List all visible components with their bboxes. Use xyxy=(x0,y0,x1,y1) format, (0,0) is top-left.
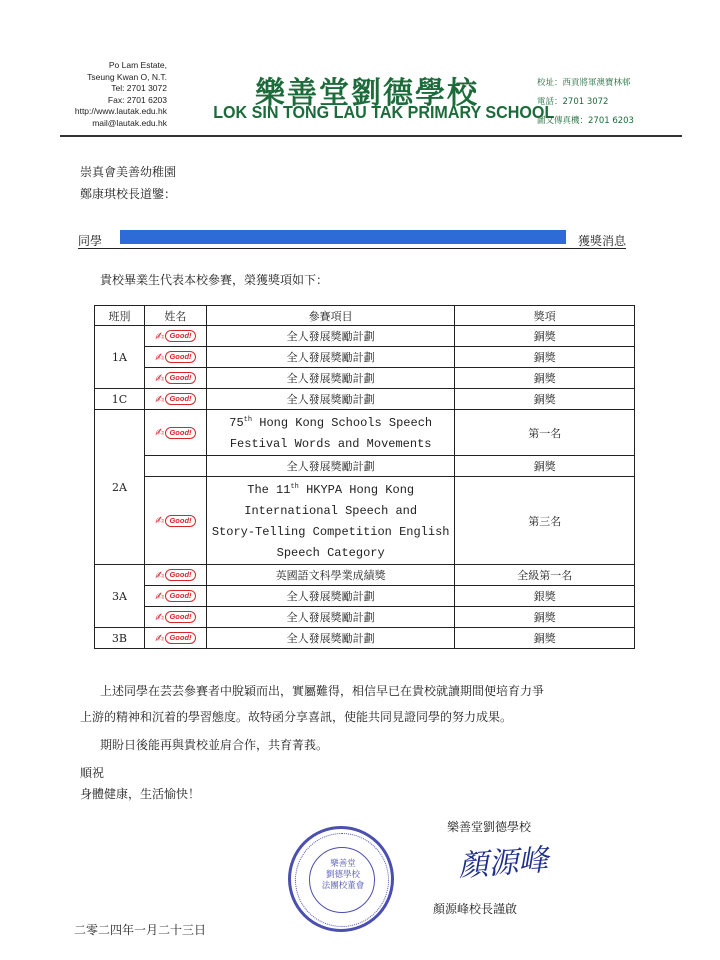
class-cell: 3B xyxy=(95,628,145,649)
letterhead-divider xyxy=(60,135,682,137)
good-sticker-icon: ✍ Good! xyxy=(146,610,204,625)
subject-prefix: 同學 xyxy=(78,234,103,248)
header-event: 參賽項目 xyxy=(206,306,455,326)
table-row xyxy=(95,410,635,456)
event-cell: 全人發展獎勵計劃 xyxy=(206,586,455,607)
table-row xyxy=(95,607,635,628)
good-sticker-icon: ✍ Good! xyxy=(146,513,204,528)
school-name-english: LOK SIN TONG LAU TAK PRIMARY SCHOOL xyxy=(213,102,555,122)
event-cell: The 11th HKYPA Hong Kong International Speech and Story-Telling Competition English Speech Category xyxy=(206,477,455,565)
good-sticker-icon: ✍ Good! xyxy=(146,425,204,440)
event-cell: 全人發展獎勵計劃 xyxy=(206,326,455,347)
redacted-student-names xyxy=(120,230,566,244)
good-sticker-icon: ✍ Good! xyxy=(146,568,204,583)
event-cell: 全人發展獎勵計劃 xyxy=(206,628,455,649)
good-sticker-icon: ✍ Good! xyxy=(146,631,204,646)
table-row xyxy=(95,368,635,389)
award-cell: 銅獎 xyxy=(455,456,635,477)
award-cell: 全級第一名 xyxy=(455,565,635,586)
school-seal-stamp: 樂善堂 劉德學校 法團校董會 xyxy=(288,826,394,932)
name-cell xyxy=(144,565,206,586)
fax-line: Fax: 2701 6203 xyxy=(107,94,167,105)
event-cell: 全人發展獎勵計劃 xyxy=(206,347,455,368)
contact-address: 校址：西貢將軍澳寶林邨 xyxy=(537,78,631,88)
good-sticker-icon: ✍ Good! xyxy=(146,392,204,407)
award-cell: 銅獎 xyxy=(455,347,635,368)
recipient-school: 崇真會美善幼稚園 xyxy=(80,165,177,179)
class-cell: 3A xyxy=(95,565,145,628)
event-cell: 全人發展獎勵計劃 xyxy=(206,389,455,410)
good-sticker-icon: ✍ Good! xyxy=(146,589,204,604)
name-cell xyxy=(144,586,206,607)
school-contact-block xyxy=(537,74,634,131)
table-row xyxy=(95,347,635,368)
award-cell: 第三名 xyxy=(455,477,635,565)
subject-suffix: 獲獎消息 xyxy=(577,234,626,248)
name-cell xyxy=(144,389,206,410)
award-cell: 銅獎 xyxy=(455,607,635,628)
closing-wish: 身體健康，生活愉快！ xyxy=(80,787,201,801)
name-cell xyxy=(144,410,206,456)
letter-date: 二零二四年一月二十三日 xyxy=(74,923,207,937)
award-cell: 銅獎 xyxy=(455,326,635,347)
intro-text: 貴校畢業生代表本校參賽，榮獲獎項如下： xyxy=(100,273,329,287)
header-name: 姓名 xyxy=(144,306,206,326)
event-cell: 全人發展獎勵計劃 xyxy=(206,368,455,389)
address-line: Po Lam Estate, xyxy=(108,60,167,70)
header-class: 班別 xyxy=(95,306,145,326)
table-row xyxy=(95,456,635,477)
body-paragraph-1-line-2: 上游的精神和沉着的學習態度。故特函分享喜訊，使能共同見證同學的努力成果。 xyxy=(80,710,513,724)
class-cell: 2A xyxy=(95,410,145,565)
good-sticker-icon: ✍ Good! xyxy=(146,329,204,344)
name-cell xyxy=(144,347,206,368)
name-cell xyxy=(144,326,206,347)
good-sticker-icon: ✍ Good! xyxy=(146,350,204,365)
signing-school: 樂善堂劉德學校 xyxy=(447,820,532,834)
good-sticker-icon: ✍ Good! xyxy=(146,371,204,386)
class-cell: 1C xyxy=(95,389,145,410)
school-name-chinese: 樂善堂劉德學校 xyxy=(255,76,479,111)
table-header-row xyxy=(95,306,635,326)
body-paragraph-2: 期盼日後能再與貴校並肩合作，共育菁莪。 xyxy=(100,738,329,752)
recipient-principal: 鄭康琪校長道鑒： xyxy=(80,187,177,201)
name-cell xyxy=(144,368,206,389)
event-cell: 全人發展獎勵計劃 xyxy=(206,456,455,477)
body-paragraph-1-line-1: 上述同學在芸芸參賽者中脫穎而出，實屬難得，相信早已在貴校就讀期間便培育力爭 xyxy=(100,684,545,698)
event-cell: 英國語文科學業成績獎 xyxy=(206,565,455,586)
table-row xyxy=(95,628,635,649)
closing-salutation: 順祝 xyxy=(80,766,105,780)
header-award: 獎項 xyxy=(455,306,635,326)
school-address-block xyxy=(22,60,167,129)
class-cell: 1A xyxy=(95,326,145,389)
award-cell: 銅獎 xyxy=(455,389,635,410)
handwritten-signature: 顏源峰 xyxy=(457,842,550,885)
name-cell xyxy=(144,607,206,628)
name-cell xyxy=(144,477,206,565)
address-line: Tseung Kwan O, N.T. xyxy=(87,71,167,82)
award-cell: 銀獎 xyxy=(455,586,635,607)
phone-line: Tel: 2701 3072 xyxy=(111,83,167,93)
table-row xyxy=(95,389,635,410)
principal-signoff: 顏源峰校長謹啟 xyxy=(433,902,518,916)
website-link[interactable]: http://www.lautak.edu.hk xyxy=(74,106,167,116)
name-cell xyxy=(144,456,206,477)
table-row xyxy=(95,586,635,607)
awards-table xyxy=(94,305,635,649)
event-cell: 全人發展獎勵計劃 xyxy=(206,607,455,628)
event-cell: 75th Hong Kong Schools Speech Festival Words and Movements xyxy=(206,410,455,456)
contact-phone: 電話：2701 3072 xyxy=(537,97,609,107)
table-row xyxy=(95,565,635,586)
table-row xyxy=(95,477,635,565)
table-row xyxy=(95,326,635,347)
email-link[interactable]: mail@lautak.edu.hk xyxy=(92,117,167,128)
award-cell: 銅獎 xyxy=(455,368,635,389)
award-cell: 第一名 xyxy=(455,410,635,456)
contact-fax: 圖文傳真機：2701 6203 xyxy=(537,116,634,126)
award-cell: 銅獎 xyxy=(455,628,635,649)
name-cell xyxy=(144,628,206,649)
